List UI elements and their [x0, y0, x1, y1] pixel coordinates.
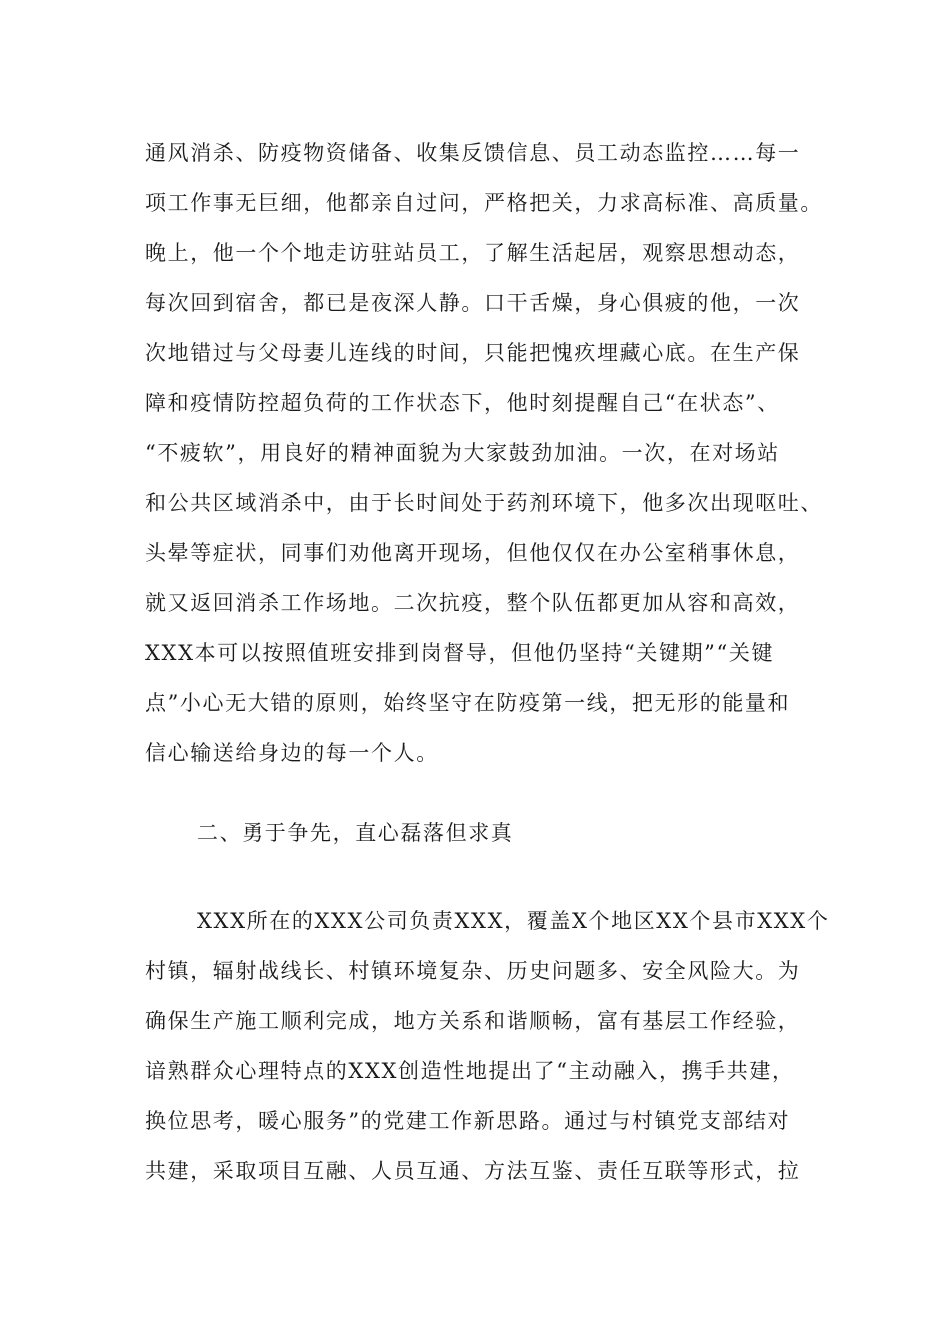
paragraph-line: 信心输送给身边的每一个人。 — [145, 741, 439, 765]
paragraph-line: 通风消杀、防疫物资储备、收集反馈信息、员工动态监控……每一 — [145, 141, 801, 165]
paragraph-line: 点”小心无大错的原则，始终坚守在防疫第一线，把无形的能量和 — [145, 691, 791, 715]
paragraph-line: “不疲软”，用良好的精神面貌为大家鼓劲加油。一次，在对场站 — [145, 441, 780, 465]
paragraph-line: 换位思考，暖心服务”的党建工作新思路。通过与村镇党支部结对 — [145, 1109, 791, 1133]
paragraph-line: 就又返回消杀工作场地。二次抗疫，整个队伍都更加从容和高效， — [145, 591, 801, 615]
paragraph-line: 确保生产施工顺利完成，地方关系和谐顺畅，富有基层工作经验， — [145, 1009, 801, 1033]
paragraph-line: XXX本可以按照值班安排到岗督导，但他仍坚持“关键期”“关键 — [145, 641, 775, 665]
paragraph-line: 每次回到宿舍，都已是夜深人静。口干舌燥，身心俱疲的他，一次 — [145, 291, 801, 315]
paragraph-line: 项工作事无巨细，他都亲自过问，严格把关，力求高标准、高质量。 — [145, 191, 823, 215]
paragraph-line: 村镇，辐射战线长、村镇环境复杂、历史问题多、安全风险大。为 — [145, 959, 801, 983]
section-heading: 二、勇于争先，直心磊落但求真 — [197, 821, 514, 845]
paragraph-line: 次地错过与父母妻儿连线的时间，只能把愧疚埋藏心底。在生产保 — [145, 341, 801, 365]
paragraph-line: XXX所在的XXX公司负责XXX，覆盖X个地区XX个县市XXX个 — [197, 909, 830, 933]
paragraph-line: 晚上，他一个个地走访驻站员工，了解生活起居，观察思想动态， — [145, 241, 801, 265]
paragraph-line: 共建，采取项目互融、人员互通、方法互鉴、责任互联等形式，拉 — [145, 1159, 801, 1183]
paragraph-line: 障和疫情防控超负荷的工作状态下，他时刻提醒自己“在状态”、 — [145, 391, 780, 415]
paragraph-line: 头晕等症状，同事们劝他离开现场，但他仅仅在办公室稍事休息， — [145, 541, 801, 565]
paragraph-line: 谙熟群众心理特点的XXX创造性地提出了“主动融入，携手共建， — [145, 1059, 795, 1083]
paragraph-line: 和公共区域消杀中，由于长时间处于药剂环境下，他多次出现呕吐、 — [145, 491, 823, 515]
